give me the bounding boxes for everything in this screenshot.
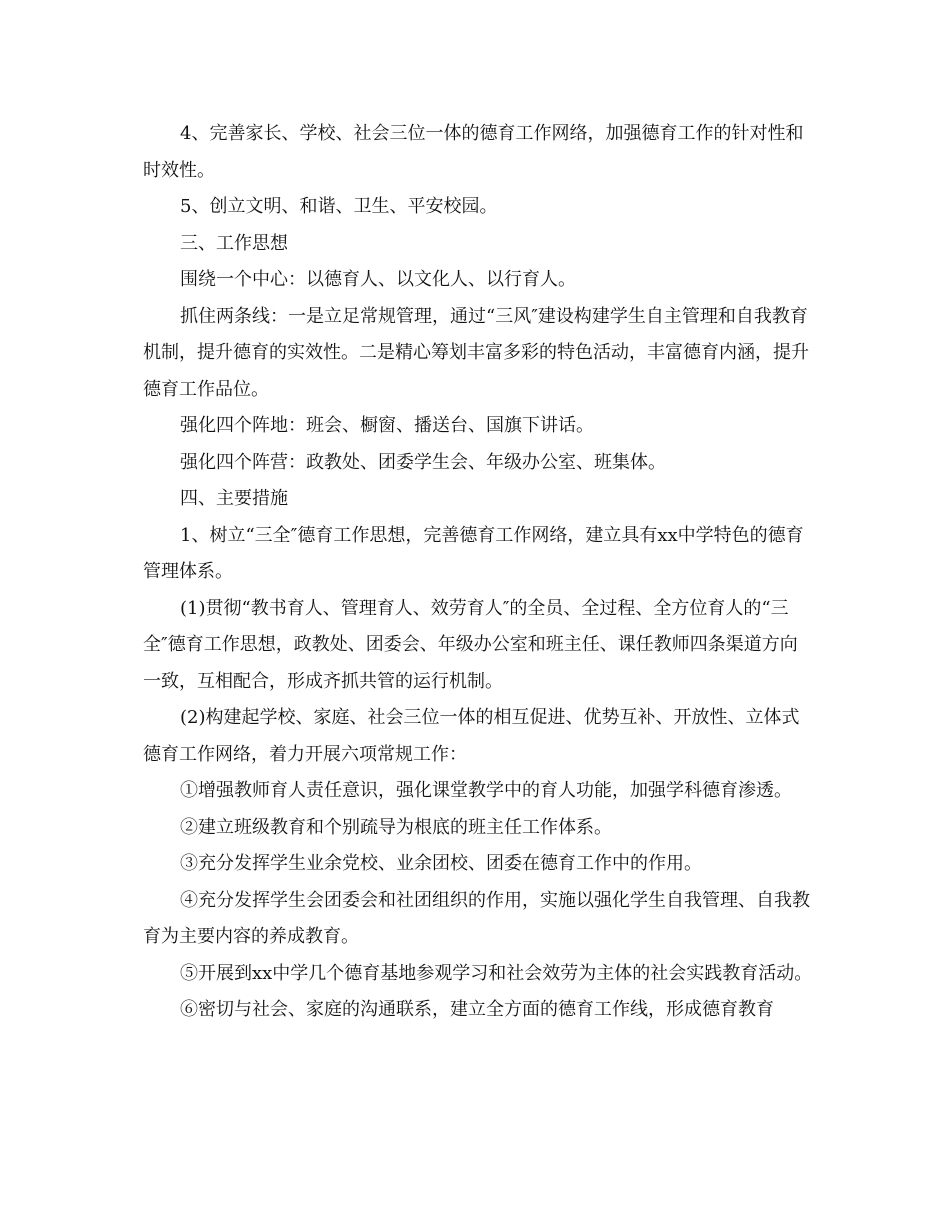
paragraph-measure-1-sub-1: (1)贯彻“教书育人、管理育人、效劳育人″的全员、全过程、全方位育人的“三全″德育工作思想，政教处、团委会、年级办公室和班主任、课任教师四条渠道方向一致，互相配合，形成齐抓共管的运行机制。 bbox=[143, 597, 798, 692]
section-heading-main-measures: 四、主要措施 bbox=[180, 488, 288, 509]
paragraph-four-camps: 强化四个阵营：政教处、团委学生会、年级办公室、班集体。 bbox=[180, 451, 666, 473]
paragraph-two-lines: 抓住两条线：一是立足常规管理，通过“三风″建设构建学生自主管理和自我教育机制，提升德育的实效性。二是精心筹划丰富多彩的特色活动，丰富德育内涵，提升德育工作品位。 bbox=[143, 305, 809, 400]
document-body bbox=[143, 116, 813, 1029]
list-item-circled-6: ⑥密切与社会、家庭的沟通联系，建立全方面的德育工作线，形成德育教育 bbox=[180, 999, 774, 1020]
list-item-circled-2: ②建立班级教育和个别疏导为根底的班主任工作体系。 bbox=[180, 816, 612, 838]
paragraph-measure-1-sub-2: (2)构建起学校、家庭、社会三位一体的相互促进、优势互补、开放性、立体式德育工作网络，着力开展六项常规工作： bbox=[143, 707, 800, 765]
list-item-circled-3: ③充分发挥学生业余党校、业余团校、团委在德育工作中的作用。 bbox=[180, 853, 702, 874]
paragraph-measure-1: 1、树立“三全″德育工作思想，完善德育工作网络，建立具有xx中学特色的德育管理体系。 bbox=[143, 524, 804, 582]
paragraph-item-5: 5、创立文明、和谐、卫生、平安校园。 bbox=[180, 196, 498, 217]
paragraph-item-4: 4、完善家长、学校、社会三位一体的德育工作网络，加强德育工作的针对性和时效性。 bbox=[143, 123, 804, 181]
list-item-circled-1: ①增强教师育人责任意识，强化课堂教学中的育人功能，加强学科德育渗透。 bbox=[180, 780, 792, 801]
paragraph-one-center: 围绕一个中心：以德育人、以文化人、以行育人。 bbox=[180, 269, 576, 290]
section-heading-work-thinking: 三、工作思想 bbox=[180, 232, 288, 254]
list-item-circled-5: ⑤开展到xx中学几个德育基地参观学习和社会效劳为主体的社会实践教育活动。 bbox=[180, 962, 813, 984]
paragraph-four-positions: 强化四个阵地：班会、橱窗、播送台、国旗下讲话。 bbox=[180, 415, 594, 436]
list-item-circled-4: ④充分发挥学生会团委会和社团组织的作用，实施以强化学生自我管理、自我教育为主要内容的养成教育。 bbox=[143, 889, 810, 947]
